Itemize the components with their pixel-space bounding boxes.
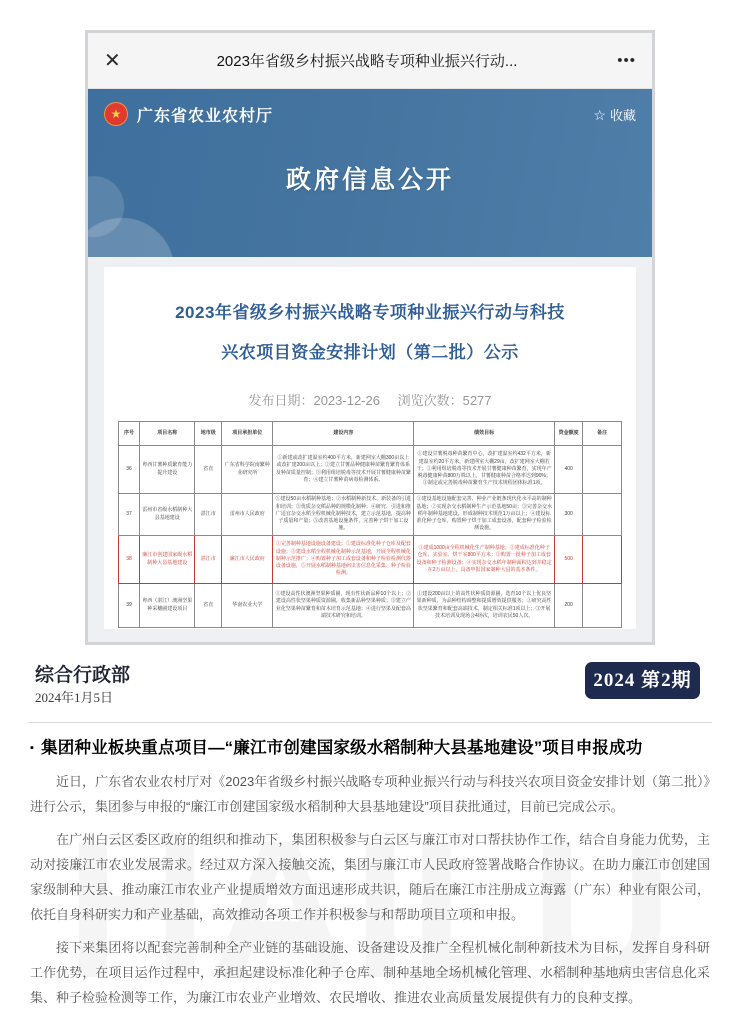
announcement-meta bbox=[118, 390, 622, 409]
col-header-amount: 资金额度 bbox=[555, 422, 583, 446]
favorite-label: 收藏 bbox=[609, 107, 636, 123]
department-name: 综合行政部 bbox=[35, 665, 131, 686]
table-row: 39 粤西（湛江）澳洲坚果种采穗圃建设项目 省直 华南农业大学 ①建设高性状澳洲坚果种质圃，现有性状新品种10个以上；②建设高性状坚果种质资源圃，收集新品种坚果种质；③建立产业化坚果种苗繁育和苗木培育示范基地；④进行坚果及配套高端技术研究和培训。 ①建设200亩以上的高性状种质资源圃，选育10个以上优良坚果新种质，为品种结构调整和提质增效提供服务；②研究高性状坚果繁育和配套高端技术，制定相关标准1项以上；③开展技术培训及现场会4场次，培训农民50人次。 200 bbox=[119, 584, 622, 628]
news-paragraph: 在广州白云区委区政府的组织和推动下，集团积极参与白云区与廉江市对口帮扶协作工作，结合自身能力优势，主动对接廉江市农业发展需求。经过双方深入接触交流，集团与廉江市人民政府签署战略合作协议。在助力廉江市创建国家级制种大县、推动廉江市农业产业提质增效方面迅速形成共识，随后在廉江市注册成立海露（广东）种业有限公司，依托自身科研实力和产业基础，高效推动各项工作并积极参与和帮助项目立项和申报。 bbox=[30, 832, 710, 922]
col-header-no: 序号 bbox=[119, 422, 140, 446]
news-paragraph: 近日，广东省农业农村厅对《2023年省级乡村振兴战略专项种业振兴行动与科技兴农项目资金安排计划（第二批）》进行公示，集团参与申报的“廉江市创建国家级水稻制种大县基地建设”项目获批通过，目前已完成公示。 bbox=[30, 774, 710, 814]
embedded-webpage-screenshot bbox=[85, 30, 655, 645]
col-header-project: 项目名称 bbox=[140, 422, 195, 446]
webview-topbar bbox=[88, 33, 652, 89]
news-article bbox=[30, 736, 710, 1010]
favorite-button[interactable] bbox=[593, 105, 636, 124]
table-row-highlighted: 38 廉江市创建国家级水稻制种大县基地建设 湛江市 廉江市人民政府 ①完善制种基地设施设备建设；②建设标准化种子仓库及配套设施；③建设水稻全程机械化制种示范基地，开展全程机械化制种示范推广；④购置种子加工成套设备和种子检验检测仪器设备设施，⑤开展水稻制种基地病虫害信息化采集、种子检验检测。 ①建成1000亩全程机械化生产制种基地；②建成标准化种子仓库、实验室、烘干室800平方米；③购置一批种子加工成套设备和种子检测设备；④实现杂交水稻年制种面积达到并稳定在2万亩以上，具备申报国家制种大县的基本条件。 500 bbox=[119, 536, 622, 584]
star-icon: ☆ bbox=[593, 106, 606, 123]
col-header-org: 项目承担单位 bbox=[222, 422, 273, 446]
agency-name: 广东省农业农村厅 bbox=[137, 107, 274, 125]
bullet-icon: ▪ bbox=[30, 742, 35, 754]
publish-date: 发布日期：2023-12-26 bbox=[248, 393, 380, 408]
news-headline-text: 集团种业板块重点项目—“廉江市创建国家级水稻制种大县基地建设”项目申报成功 bbox=[41, 739, 643, 757]
col-header-city: 地市级 bbox=[195, 422, 222, 446]
view-count: 浏览次数：5277 bbox=[397, 393, 492, 408]
gov-info-banner-title: 政府信息公开 bbox=[285, 166, 454, 194]
webview-page-title: 2023年省级乡村振兴战略专项种业振兴行动... bbox=[216, 53, 518, 70]
issue-date: 2024年1月5日 bbox=[35, 690, 114, 705]
announcement-title bbox=[118, 293, 622, 373]
divider bbox=[28, 722, 712, 723]
col-header-content: 建设内容 bbox=[273, 422, 414, 446]
announcement-title-line2: 兴农项目资金安排计划（第二批）公示 bbox=[221, 343, 519, 362]
issue-badge: 2024 第2期 bbox=[585, 662, 700, 699]
site-header bbox=[88, 89, 652, 257]
col-header-target: 绩效目标 bbox=[414, 422, 555, 446]
announcement-title-line1: 2023年省级乡村振兴战略专项种业振兴行动与科技 bbox=[175, 303, 565, 322]
close-icon[interactable]: ✕ bbox=[104, 50, 121, 72]
webview-content-area bbox=[88, 257, 652, 642]
news-headline bbox=[30, 736, 710, 761]
col-header-note: 备注 bbox=[583, 422, 622, 446]
table-row: 37 雷州市省级水稻制种大县基地建设 湛江市 雷州市人民政府 ①建设50亩水稻制种基地；②水稻制种新技术、新装备的引进和培训；③优质杂交稻品种的规模化制种；④研究、引进和推广适宜杂交水稻全程机械化制种技术，建立示范基地，提高种子质量和产量；⑤改善基地设施条件，完善种子烘干加工设施。 ①建设基地设施配套完善、种业产业链条现代化水平高的制种基地；②实现杂交水稻制种生产示范基地50亩；③完善杂交水稻年制种基地建设，形成制种技术规范1万亩以上；④建设标准化种子仓库，购置种子烘干加工成套设备，配套种子检验检测设施。 300 bbox=[119, 494, 622, 536]
funding-table bbox=[118, 421, 622, 628]
news-paragraph: 接下来集团将以配套完善制种全产业链的基础设施、设备建设及推广全程机械化制种新技术为目标，发挥自身科研工作优势，在项目运作过程中，承担起建设标准化种子仓库、制种基地全场机械化管理、水稻制种基地病虫害信息化采集、种子检验检测等工作，为廉江市农业产业增效、农民增收、推进农业高质量发展提供有力的良种支撑。 bbox=[30, 940, 710, 1005]
table-row: 36 粤西甘薯种质繁育能力提升建设 省直 广东省科学院南繁种业研究所 ①新建或改扩建温室约400平方米，新建网室大棚300亩以上或改扩建200亩以上；②建立甘薯品种健康种苗繁育繁育体系及种苗质量控制；③利用组培脱毒等技术开展甘薯健康种苗繁育；④建立甘薯种苗病毒检测体系。 ①建设甘薯脱毒种苗繁育中心，改扩建温室约432平方米，新建温室约20平方米，新建网室大棚29亩，改扩建网室大棚若干；②利用组培脱毒等技术开展甘薯健康种苗繁育，实现年产脱毒健康种苗800万株以上，甘薯健康种苗合格率达到90%；③制定或完善脱毒种苗繁育生产技术规程团体标准1项。 400 bbox=[119, 446, 622, 494]
table-header-row bbox=[119, 422, 622, 446]
more-menu-icon[interactable]: ••• bbox=[617, 52, 636, 69]
announcement-card bbox=[104, 267, 636, 629]
national-emblem-icon: ★ bbox=[104, 102, 128, 126]
